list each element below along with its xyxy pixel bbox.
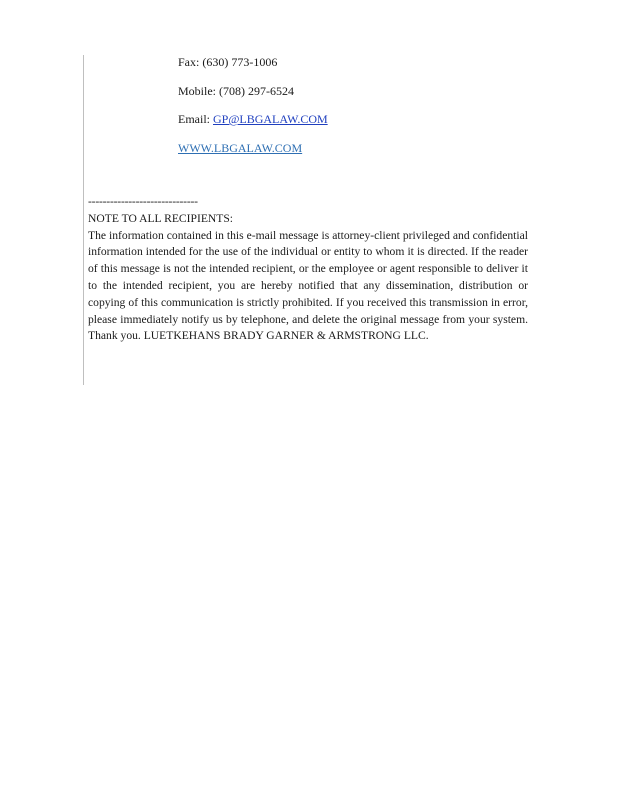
mobile-line: Mobile: (708) 297-6524	[178, 83, 294, 98]
margin-rule	[83, 55, 84, 385]
email-link[interactable]: GP@LBGALAW.COM	[213, 112, 328, 126]
email-line	[178, 112, 328, 126]
contact-block	[178, 55, 328, 169]
notice-body: The information contained in this e-mail message is attorney-client privileged and confidential information intended for the use of the individual or entity to whom it is directed. If the reader of this message is not the intended recipient, or the employee or agent responsible to deliver it to the intended recipient, you are hereby notified that any dissemination, distribution or copying of this communication is strictly prohibited. If you received this transmission in error, please immediately notify us by telephone, and delete the original message from your system. Thank you. LUETKEHANS BRADY GARNER & ARMSTRONG LLC.	[88, 228, 528, 343]
website-link[interactable]: WWW.LBGALAW.COM	[178, 140, 303, 155]
confidentiality-notice	[88, 194, 528, 345]
separator-line: ------------------------------	[88, 195, 198, 208]
website-line	[178, 141, 328, 155]
email-label: Email:	[178, 112, 213, 126]
fax-line: Fax: (630) 773-1006	[178, 55, 278, 69]
notice-heading: NOTE TO ALL RECIPIENTS:	[88, 211, 234, 225]
